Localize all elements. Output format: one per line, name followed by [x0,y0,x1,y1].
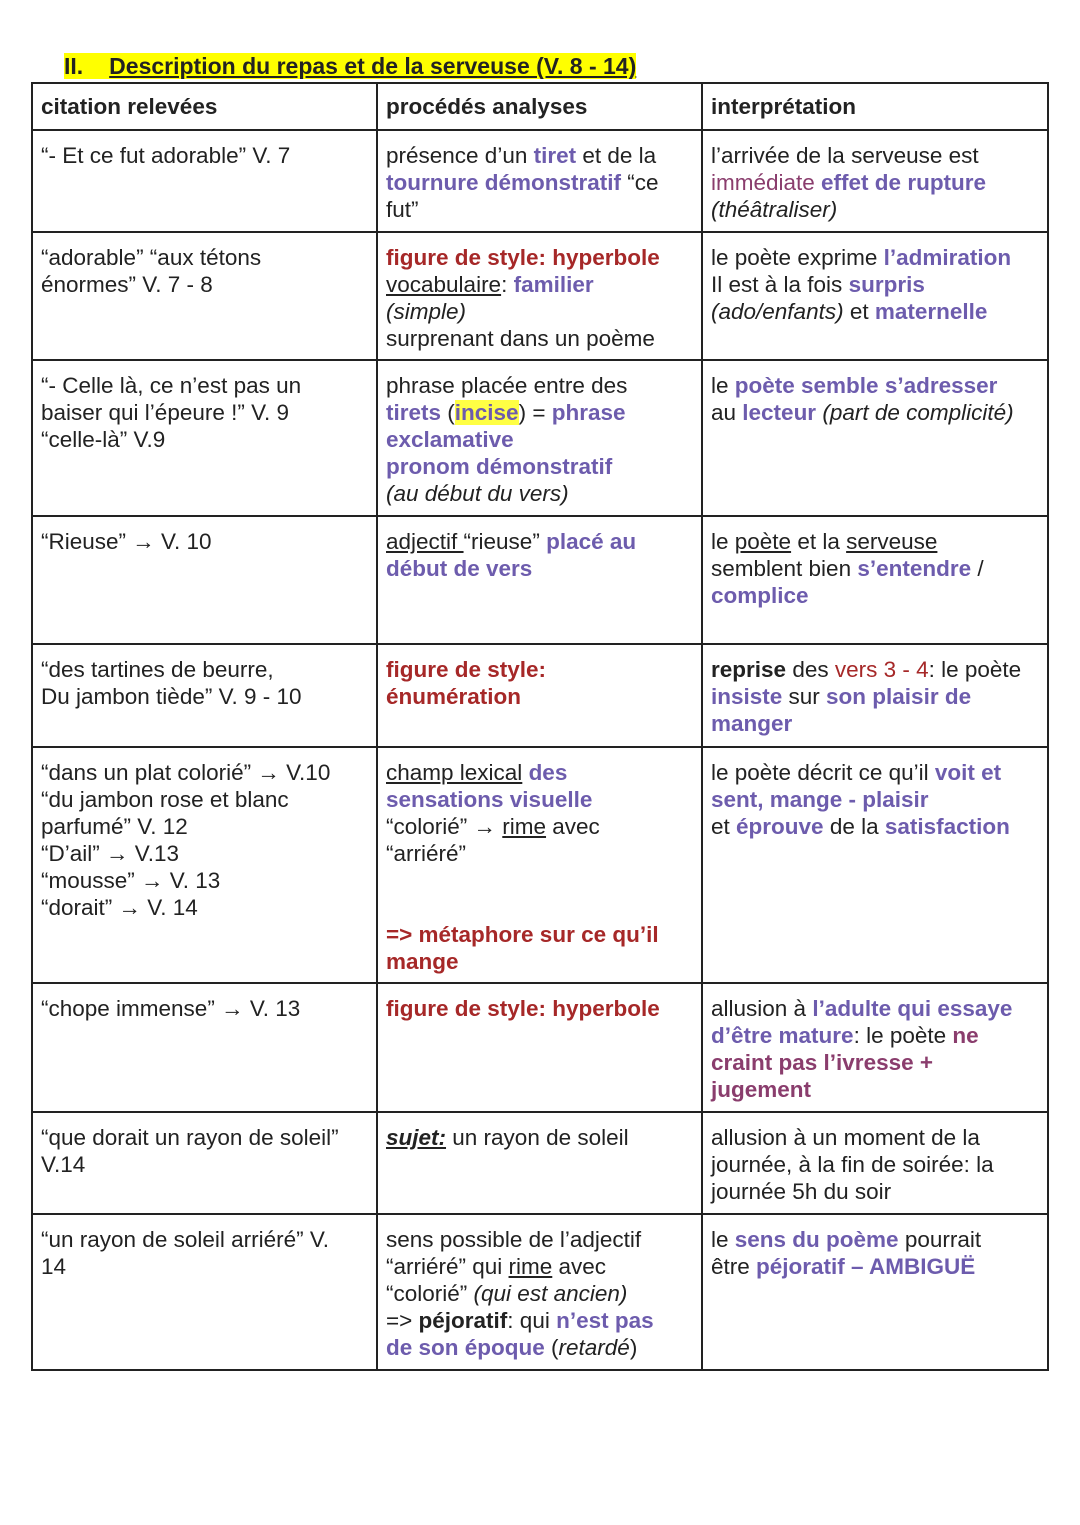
interpretation-cell: l’arrivée de la serveuse est immédiate effet de rupture (théâtraliser) [702,130,1048,232]
interpretation-cell: le sens du poème pourrait être péjoratif – AMBIGUË [702,1214,1048,1370]
header-citation: citation relevées [32,83,377,130]
citation-cell: “Rieuse” → V. 10 [32,516,377,644]
table-header-row [32,83,1048,130]
procedes-cell: figure de style: hyperbole vocabulaire: familier (simple) surprenant dans un poème [377,232,702,360]
procedes-cell: sens possible de l’adjectif “arriéré” qui rime avec “colorié” (qui est ancien) => péjoratif: qui n’est pas de son époque (retardé) [377,1214,702,1370]
table-row [32,747,1048,983]
interpretation-cell: allusion à un moment de la journée, à la fin de soirée: la journée 5h du soir [702,1112,1048,1214]
citation-cell: “des tartines de beurre, Du jambon tiède” V. 9 - 10 [32,644,377,747]
table-row [32,130,1048,232]
procedes-cell: adjectif “rieuse” placé au début de vers [377,516,702,644]
interpretation-cell: le poète exprime l’admiration Il est à la fois surpris (ado/enfants) et maternelle [702,232,1048,360]
interpretation-cell: le poète et la serveuse semblent bien s’entendre / complice [702,516,1048,644]
citation-cell: “adorable” “aux tétons énormes” V. 7 - 8 [32,232,377,360]
citation-cell: “dans un plat colorié” → V.10 “du jambon rose et blanc parfumé” V. 12 “D’ail” → V.13 “mousse” → V. 13 “dorait” → V. 14 [32,747,377,983]
procedes-cell: figure de style: énumération [377,644,702,747]
interpretation-cell: allusion à l’adulte qui essaye d’être mature: le poète ne craint pas l’ivresse + jugement [702,983,1048,1112]
citation-cell: “chope immense” → V. 13 [32,983,377,1112]
table-row [32,1112,1048,1214]
analysis-table [31,82,1049,1371]
table-row [32,232,1048,360]
procedes-cell: figure de style: hyperbole [377,983,702,1112]
citation-cell: “que dorait un rayon de soleil” V.14 [32,1112,377,1214]
procedes-cell: présence d’un tiret et de la tournure démonstratif “ce fut” [377,130,702,232]
table-row [32,1214,1048,1370]
table-row [32,644,1048,747]
interpretation-cell: reprise des vers 3 - 4: le poète insiste sur son plaisir de manger [702,644,1048,747]
citation-cell: “- Celle là, ce n’est pas un baiser qui l’épeure !” V. 9 “celle-là” V.9 [32,360,377,516]
citation-cell: “- Et ce fut adorable” V. 7 [32,130,377,232]
table-row [32,360,1048,516]
procedes-cell: phrase placée entre des tirets (incise) = phrase exclamative pronom démonstratif (au début du vers) [377,360,702,516]
procedes-cell: champ lexical des sensations visuelle “colorié” → rime avec “arriéré” => métaphore sur ce qu’il mange [377,747,702,983]
section-title [64,52,636,80]
header-interpretation: interprétation [702,83,1048,130]
procedes-cell: sujet: un rayon de soleil [377,1112,702,1214]
interpretation-cell: le poète décrit ce qu’il voit et sent, mange - plaisir et éprouve de la satisfaction [702,747,1048,983]
section-number: II. [64,53,84,79]
header-procedes: procédés analyses [377,83,702,130]
table-row [32,983,1048,1112]
citation-cell: “un rayon de soleil arriéré” V. 14 [32,1214,377,1370]
table-row [32,516,1048,644]
section-title-text: Description du repas et de la serveuse (V. 8 - 14) [109,53,637,79]
interpretation-cell: le poète semble s’adresser au lecteur (part de complicité) [702,360,1048,516]
